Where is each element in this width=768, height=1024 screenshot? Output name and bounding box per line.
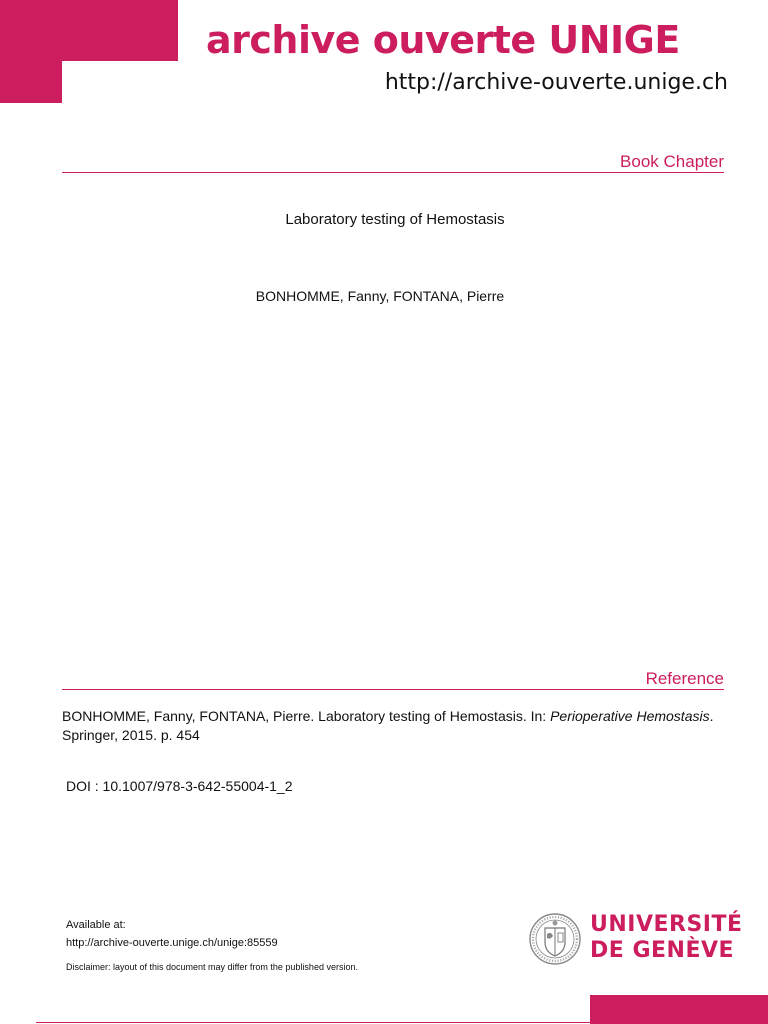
reference-divider: [62, 689, 724, 690]
available-url-link[interactable]: http://archive-ouverte.unige.ch/unige:85559: [66, 937, 278, 949]
archive-title: archive ouverte UNIGE: [206, 18, 680, 62]
brand-block: [0, 0, 62, 103]
disclaimer: Disclaimer: layout of this document may differ from the published version.: [66, 962, 358, 972]
document-authors: BONHOMME, Fanny, FONTANA, Pierre: [255, 288, 505, 304]
document-title: Laboratory testing of Hemostasis: [285, 211, 505, 228]
document-type-label: Book Chapter: [620, 152, 724, 171]
university-seal-icon: [528, 912, 582, 966]
footer-divider: [36, 1022, 591, 1023]
logo-line-1: UNIVERSITÉ: [590, 912, 743, 937]
footer-block: [590, 995, 768, 1024]
reference-heading: Reference: [645, 669, 724, 688]
available-label: Available at:: [66, 919, 126, 931]
section-divider: [62, 172, 724, 173]
citation-book-title: Perioperative Hemostasis: [550, 708, 710, 724]
citation: [62, 707, 742, 745]
citation-suffix: . Springer, 2015. p. 454: [62, 708, 714, 743]
doi: DOI : 10.1007/978-3-642-55004-1_2: [66, 778, 293, 794]
logo-line-2: DE GENÈVE: [590, 938, 735, 963]
university-logo: [590, 912, 743, 964]
availability-block: [66, 916, 278, 952]
citation-prefix: BONHOMME, Fanny, FONTANA, Pierre. Laboratory testing of Hemostasis. In:: [62, 708, 551, 724]
archive-url-link[interactable]: http://archive-ouverte.unige.ch: [384, 70, 728, 95]
